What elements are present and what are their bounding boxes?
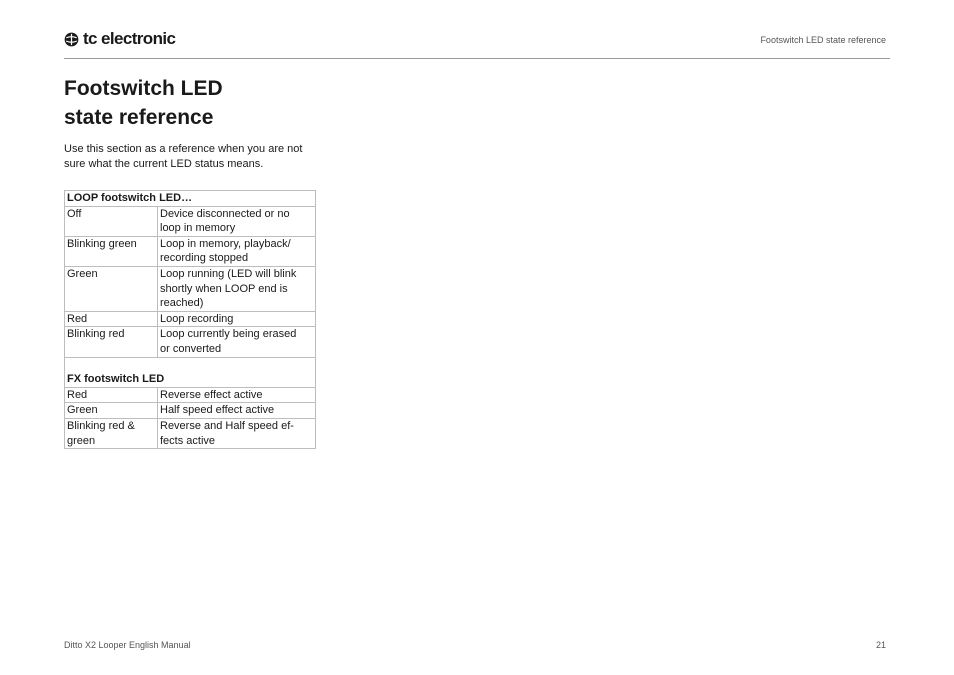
- meaning-line: Loop running (LED will blink: [160, 267, 297, 280]
- led-state-cell: Green: [65, 266, 158, 311]
- meaning-line: recording stopped: [160, 252, 249, 265]
- fx-table-heading: FX footswitch LED: [65, 357, 316, 387]
- meaning-line: Reverse and Half speed ef-: [160, 419, 294, 432]
- led-meaning-cell: [158, 403, 316, 419]
- meaning-line: loop in memory: [160, 222, 236, 235]
- led-meaning-cell: [158, 387, 316, 403]
- table-heading-row: [65, 191, 316, 207]
- loop-table-heading: LOOP footswitch LED…: [65, 191, 316, 207]
- intro-line: sure what the current LED status means.: [64, 158, 264, 170]
- running-header: Footswitch LED state reference: [760, 35, 886, 45]
- table-heading-row: [65, 357, 316, 387]
- led-state-cell: [65, 387, 158, 403]
- meaning-line: reached): [160, 297, 204, 310]
- footer-manual-title: Ditto X2 Looper English Manual: [64, 640, 191, 650]
- table-row: [65, 311, 316, 327]
- table-row: [65, 327, 316, 357]
- meaning-line: shortly when LOOP end is: [160, 282, 288, 295]
- meaning-line: fects active: [160, 434, 216, 447]
- page-title: [64, 74, 364, 132]
- led-state-cell: Red: [65, 311, 158, 327]
- state-line: Green: [67, 404, 98, 417]
- state-line: Red: [67, 388, 88, 401]
- intro-line: Use this section as a reference when you are not: [64, 143, 303, 155]
- page-title-line: state reference: [64, 106, 214, 129]
- state-line: Blinking red &: [67, 419, 135, 432]
- led-meaning-cell: [158, 418, 316, 448]
- brand-logo: [64, 29, 175, 49]
- table-row: [65, 403, 316, 419]
- meaning-line: Device disconnected or no: [160, 207, 290, 220]
- led-state-cell: Blinking green: [65, 236, 158, 266]
- led-meaning-cell: [158, 266, 316, 311]
- header-divider: [64, 58, 890, 59]
- page-title-line: Footswitch LED: [64, 77, 223, 100]
- meaning-line: Loop currently being erased: [160, 328, 297, 341]
- led-state-cell: [65, 403, 158, 419]
- led-state-cell: [65, 418, 158, 448]
- meaning-line: Reverse effect active: [160, 388, 263, 401]
- meaning-line: Half speed effect active: [160, 404, 275, 417]
- logo-wordmark: tc electronic: [83, 29, 176, 48]
- intro-paragraph: [64, 142, 324, 172]
- meaning-line: Loop recording: [160, 312, 234, 325]
- page-number: 21: [875, 640, 886, 650]
- table-row: [65, 206, 316, 236]
- state-line: green: [67, 434, 96, 447]
- tc-electronic-globe-icon: [64, 32, 79, 47]
- led-state-table: [64, 190, 316, 449]
- meaning-line: or converted: [160, 342, 222, 355]
- table-row: [65, 266, 316, 311]
- led-state-cell: Blinking red: [65, 327, 158, 357]
- led-meaning-cell: [158, 311, 316, 327]
- table-row: [65, 418, 316, 448]
- led-meaning-cell: [158, 236, 316, 266]
- led-meaning-cell: [158, 206, 316, 236]
- meaning-line: Loop in memory, playback/: [160, 237, 291, 250]
- table-row: [65, 236, 316, 266]
- led-meaning-cell: [158, 327, 316, 357]
- led-state-cell: Off: [65, 206, 158, 236]
- table-row: [65, 387, 316, 403]
